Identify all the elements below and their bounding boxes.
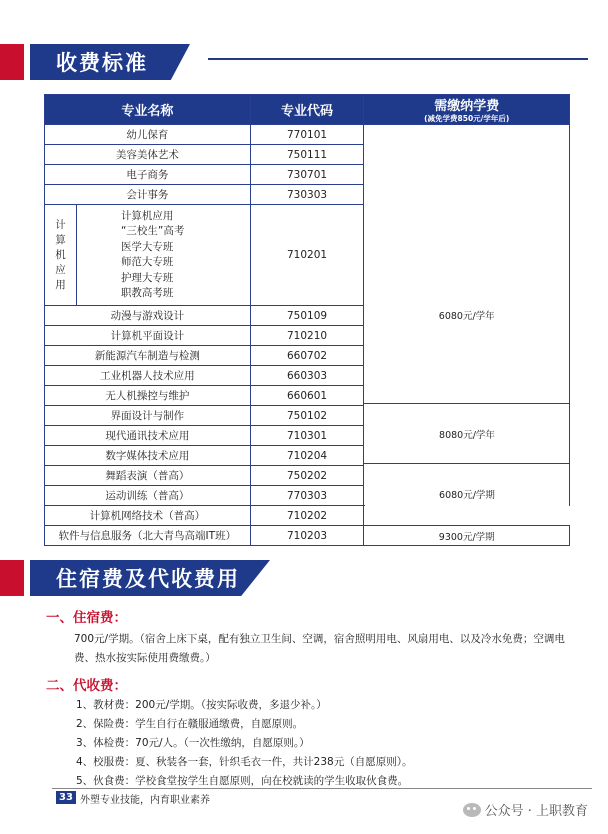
group-sub-item: 计算机应用 xyxy=(120,209,174,222)
group-sub-item: 师范大专班 xyxy=(120,256,174,268)
major-code: 710210 xyxy=(250,326,364,346)
major-code: 750202 xyxy=(250,466,364,486)
major-name: 会计事务 xyxy=(45,185,251,205)
major-name: 界面设计与制作 xyxy=(45,406,251,426)
group-sub-item: 医学大专班 xyxy=(120,240,174,253)
group-label-char: 用 xyxy=(55,278,66,291)
major-name: 工业机器人技术应用 xyxy=(45,366,251,386)
fee-8080-per-year: 8080元/学年 xyxy=(439,429,495,441)
collection-item: 4、校服费：夏、秋装各一套，针织毛衣一件，共计238元（自愿原则）。 xyxy=(76,756,413,768)
group-label-char: 计 xyxy=(55,218,66,231)
major-code: 660601 xyxy=(250,386,364,406)
header-tuition-label: 需缴纳学费 xyxy=(434,99,500,114)
table-row xyxy=(45,125,570,145)
major-name: 电子商务 xyxy=(45,165,251,185)
major-code: 750102 xyxy=(250,406,364,426)
major-name: 计算机平面设计 xyxy=(45,326,251,346)
major-name: 幼儿保育 xyxy=(45,125,251,145)
group-label-char: 应 xyxy=(55,263,66,276)
major-code: 710201 xyxy=(250,205,364,306)
major-code: 730303 xyxy=(250,185,364,205)
group-label-char: 算 xyxy=(55,233,66,246)
group-label-computer-application xyxy=(45,205,77,306)
wechat-icon xyxy=(463,803,481,817)
major-code: 770303 xyxy=(250,486,364,506)
major-code: 770101 xyxy=(250,125,364,145)
major-name: 数字媒体技术应用 xyxy=(45,446,251,466)
header-major-name: 专业名称 xyxy=(45,95,251,125)
major-name: 软件与信息服务（北大青鸟高端IT班） xyxy=(45,526,251,546)
fee-cover xyxy=(365,464,569,523)
section-title-lodging: 住宿费及代收费用 xyxy=(56,567,240,591)
collection-item: 5、伙食费：学校食堂按学生自愿原则，向在校就读的学生收取伙食费。 xyxy=(76,775,409,787)
group-label-char: 机 xyxy=(55,248,66,261)
fee-6080-per-year: 6080元/学年 xyxy=(364,125,570,506)
footer-slogan: 外塑专业技能，内育职业素养 xyxy=(80,795,210,806)
major-code: 660702 xyxy=(250,346,364,366)
collection-item: 1、教材费：200元/学期。（按实际收费，多退少补。） xyxy=(76,699,327,711)
footer-line xyxy=(52,788,592,789)
major-code: 710301 xyxy=(250,426,364,446)
group-sub-item: “三校生”高考 xyxy=(120,225,185,237)
banner-red-block xyxy=(0,560,24,596)
banner-divider xyxy=(208,58,588,60)
watermark xyxy=(463,800,588,819)
fee-9300-per-term: 9300元/学期 xyxy=(364,526,570,546)
major-code: 710202 xyxy=(250,506,364,526)
major-code: 710203 xyxy=(250,526,364,546)
header-tuition-note: (减免学费850元/学年后) xyxy=(424,114,510,123)
table-header-row xyxy=(45,95,570,125)
lodging-text: 700元/学期。（宿舍上床下桌，配有独立卫生间、空调，宿舍照明用电、风扇用电、以及冷水免费；空调电费、热水按实际使用费缴费。） xyxy=(74,633,565,664)
major-code: 660303 xyxy=(250,366,364,386)
group-sub-list xyxy=(76,205,250,306)
table-row-last xyxy=(45,526,570,546)
major-code: 750111 xyxy=(250,145,364,165)
collection-heading: 二、代收费： xyxy=(46,678,127,694)
major-code: 750109 xyxy=(250,306,364,326)
section-banner-lodging xyxy=(0,560,300,596)
major-name: 运动训练（普高） xyxy=(45,486,251,506)
section-title-fees: 收费标准 xyxy=(56,51,148,75)
major-code: 710204 xyxy=(250,446,364,466)
fee-6080-per-term: 6080元/学期 xyxy=(439,489,495,501)
section-banner-fees xyxy=(0,44,200,80)
fee-cover xyxy=(365,404,569,463)
major-name: 舞蹈表演（普高） xyxy=(45,466,251,486)
major-name: 美容美体艺术 xyxy=(45,145,251,165)
major-name: 现代通讯技术应用 xyxy=(45,426,251,446)
collection-item: 3、体检费：70元/人。（一次性缴纳，自愿原则。） xyxy=(76,737,310,749)
lodging-heading: 一、住宿费： xyxy=(46,610,127,626)
collection-item: 2、保险费：学生自行在赣服通缴费，自愿原则。 xyxy=(76,718,304,730)
major-code: 730701 xyxy=(250,165,364,185)
group-sub-item: 职教高考班 xyxy=(120,287,174,299)
major-name: 动漫与游戏设计 xyxy=(45,306,251,326)
header-tuition xyxy=(364,95,570,125)
page-number: 33 xyxy=(56,791,76,804)
lodging-section xyxy=(46,606,578,791)
major-name: 新能源汽车制造与检测 xyxy=(45,346,251,366)
group-sub-item: 护理大专班 xyxy=(120,271,174,284)
banner-red-block xyxy=(0,44,24,80)
header-major-code: 专业代码 xyxy=(250,95,364,125)
watermark-text: 公众号 · 上职教育 xyxy=(484,804,588,819)
major-name: 计算机网络技术（普高） xyxy=(45,506,251,526)
major-name: 无人机操控与维护 xyxy=(45,386,251,406)
